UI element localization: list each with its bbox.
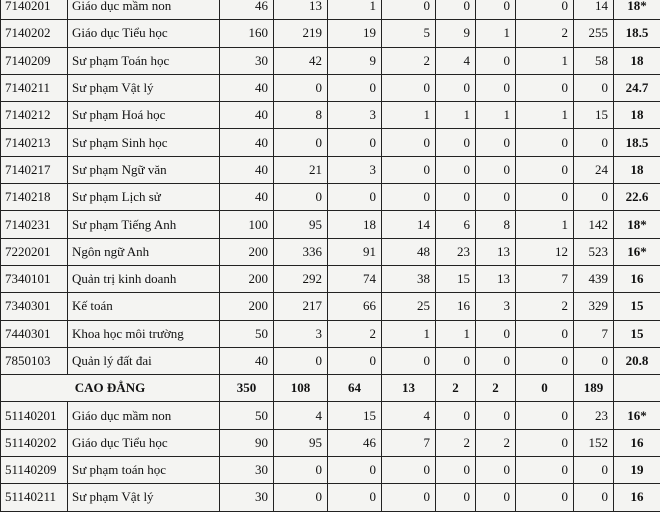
value-cell: 13 (476, 265, 516, 292)
value-cell: 200 (220, 265, 274, 292)
value-cell: 12 (516, 238, 574, 265)
value-cell: 15 (436, 265, 476, 292)
table-row (1, 347, 660, 374)
program-code-cell: 7140201 (1, 0, 68, 20)
value-cell: 0 (328, 184, 382, 211)
value-cell: 0 (328, 129, 382, 156)
value-cell: 0 (382, 347, 436, 374)
value-cell: 48 (382, 238, 436, 265)
value-cell: 3 (476, 293, 516, 320)
value-cell: 46 (220, 0, 274, 20)
program-name-cell: Giáo dục Tiểu học (68, 429, 220, 456)
value-cell: 0 (436, 184, 476, 211)
value-cell: 91 (328, 238, 382, 265)
value-cell: 0 (476, 184, 516, 211)
value-cell: 1 (382, 102, 436, 129)
program-code-cell: 7140202 (1, 20, 68, 47)
value-cell: 3 (274, 320, 328, 347)
value-cell: 255 (574, 20, 614, 47)
program-code-cell: 7140231 (1, 211, 68, 238)
value-cell: 4 (382, 402, 436, 429)
cutoff-score-cell: 20.8 (614, 347, 660, 374)
program-code-cell: 51140211 (1, 484, 68, 511)
value-cell: 2 (436, 429, 476, 456)
value-cell: 40 (220, 74, 274, 101)
program-name-cell: Giáo dục mầm non (68, 402, 220, 429)
table-row (1, 0, 660, 20)
program-name-cell: Sư phạm Hoá học (68, 102, 220, 129)
value-cell: 0 (274, 129, 328, 156)
program-name-cell: Giáo dục mầm non (68, 0, 220, 20)
value-cell: 1 (436, 102, 476, 129)
value-cell: 0 (476, 457, 516, 484)
value-cell: 0 (574, 484, 614, 511)
value-cell: 1 (328, 0, 382, 20)
value-cell: 40 (220, 184, 274, 211)
program-code-cell: 7140212 (1, 102, 68, 129)
value-cell: 66 (328, 293, 382, 320)
value-cell: 0 (476, 320, 516, 347)
value-cell: 0 (574, 347, 614, 374)
value-cell: 1 (516, 47, 574, 74)
value-cell: 0 (436, 156, 476, 183)
value-cell: 7 (382, 429, 436, 456)
value-cell: 40 (220, 347, 274, 374)
value-cell: 95 (274, 429, 328, 456)
section-value-cell: 0 (516, 375, 574, 402)
program-name-cell: Sư phạm Vật lý (68, 74, 220, 101)
value-cell: 7 (516, 265, 574, 292)
value-cell: 0 (476, 402, 516, 429)
value-cell: 9 (328, 47, 382, 74)
cutoff-score-cell: 18* (614, 0, 660, 20)
value-cell: 219 (274, 20, 328, 47)
program-name-cell: Kế toán (68, 293, 220, 320)
program-code-cell: 7140218 (1, 184, 68, 211)
cutoff-score-cell: 18.5 (614, 20, 660, 47)
program-name-cell: Sư phạm Toán học (68, 47, 220, 74)
value-cell: 217 (274, 293, 328, 320)
cutoff-score-cell: 18* (614, 211, 660, 238)
value-cell: 30 (220, 47, 274, 74)
program-code-cell: 7140209 (1, 47, 68, 74)
value-cell: 0 (382, 0, 436, 20)
table-row (1, 457, 660, 484)
value-cell: 0 (516, 457, 574, 484)
section-value-cell: 2 (476, 375, 516, 402)
table-row (1, 184, 660, 211)
value-cell: 200 (220, 293, 274, 320)
table-row (1, 484, 660, 511)
value-cell: 21 (274, 156, 328, 183)
value-cell: 0 (382, 457, 436, 484)
value-cell: 15 (574, 102, 614, 129)
value-cell: 0 (516, 0, 574, 20)
value-cell: 6 (436, 211, 476, 238)
program-code-cell: 7340301 (1, 293, 68, 320)
value-cell: 0 (436, 402, 476, 429)
cutoff-score-cell: 15 (614, 320, 660, 347)
table-row (1, 238, 660, 265)
value-cell: 4 (274, 402, 328, 429)
value-cell: 14 (382, 211, 436, 238)
value-cell: 0 (574, 129, 614, 156)
value-cell: 1 (436, 320, 476, 347)
value-cell: 0 (516, 156, 574, 183)
table-row (1, 211, 660, 238)
value-cell: 336 (274, 238, 328, 265)
value-cell: 1 (516, 211, 574, 238)
section-value-cell: 13 (382, 375, 436, 402)
value-cell: 0 (516, 402, 574, 429)
program-name-cell: Sư phạm Ngữ văn (68, 156, 220, 183)
table-row (1, 47, 660, 74)
program-name-cell: Sư phạm toán học (68, 457, 220, 484)
value-cell: 0 (574, 184, 614, 211)
value-cell: 0 (436, 484, 476, 511)
table-row (1, 429, 660, 456)
value-cell: 0 (274, 457, 328, 484)
value-cell: 0 (516, 484, 574, 511)
table-row (1, 320, 660, 347)
program-code-cell: 7140211 (1, 74, 68, 101)
value-cell: 0 (574, 74, 614, 101)
program-name-cell: Sư phạm Lịch sử (68, 184, 220, 211)
value-cell: 0 (382, 74, 436, 101)
table-row (1, 402, 660, 429)
value-cell: 24 (574, 156, 614, 183)
value-cell: 19 (328, 20, 382, 47)
value-cell: 439 (574, 265, 614, 292)
value-cell: 0 (328, 457, 382, 484)
value-cell: 0 (516, 347, 574, 374)
value-cell: 9 (436, 20, 476, 47)
value-cell: 50 (220, 402, 274, 429)
section-value-cell: 108 (274, 375, 328, 402)
section-value-cell: 2 (436, 375, 476, 402)
value-cell: 40 (220, 156, 274, 183)
cutoff-score-cell: 16 (614, 429, 660, 456)
value-cell: 0 (382, 484, 436, 511)
table-row (1, 265, 660, 292)
cutoff-score-cell: 18.5 (614, 129, 660, 156)
value-cell: 0 (382, 129, 436, 156)
value-cell: 0 (476, 47, 516, 74)
cutoff-score-cell: 16 (614, 265, 660, 292)
value-cell: 0 (328, 347, 382, 374)
value-cell: 0 (476, 0, 516, 20)
program-name-cell: Khoa học môi trường (68, 320, 220, 347)
value-cell: 0 (436, 347, 476, 374)
table-row (1, 156, 660, 183)
section-label-cell: CAO ĐẲNG (1, 375, 220, 402)
value-cell: 7 (574, 320, 614, 347)
program-name-cell: Sư phạm Tiếng Anh (68, 211, 220, 238)
value-cell: 1 (516, 102, 574, 129)
value-cell: 0 (476, 347, 516, 374)
value-cell: 152 (574, 429, 614, 456)
value-cell: 38 (382, 265, 436, 292)
section-value-cell: 189 (574, 375, 614, 402)
value-cell: 2 (328, 320, 382, 347)
program-code-cell: 51140209 (1, 457, 68, 484)
value-cell: 0 (274, 184, 328, 211)
value-cell: 0 (476, 74, 516, 101)
value-cell: 0 (274, 347, 328, 374)
value-cell: 40 (220, 102, 274, 129)
cutoff-score-cell: 16 (614, 484, 660, 511)
value-cell: 0 (274, 484, 328, 511)
value-cell: 292 (274, 265, 328, 292)
table-row (1, 20, 660, 47)
value-cell: 58 (574, 47, 614, 74)
cutoff-score-cell: 18 (614, 156, 660, 183)
value-cell: 30 (220, 484, 274, 511)
value-cell: 15 (328, 402, 382, 429)
value-cell: 3 (328, 102, 382, 129)
cutoff-score-cell: 22.6 (614, 184, 660, 211)
program-code-cell: 7340101 (1, 265, 68, 292)
value-cell: 1 (382, 320, 436, 347)
value-cell: 2 (516, 293, 574, 320)
cutoff-score-cell: 16* (614, 238, 660, 265)
program-code-cell: 51140201 (1, 402, 68, 429)
value-cell: 0 (382, 156, 436, 183)
value-cell: 23 (436, 238, 476, 265)
value-cell: 40 (220, 129, 274, 156)
program-name-cell: Sư phạm Sinh học (68, 129, 220, 156)
value-cell: 0 (436, 457, 476, 484)
value-cell: 95 (274, 211, 328, 238)
value-cell: 0 (328, 74, 382, 101)
value-cell: 0 (516, 429, 574, 456)
program-name-cell: Quản lý đất đai (68, 347, 220, 374)
value-cell: 1 (476, 102, 516, 129)
table-row (1, 74, 660, 101)
value-cell: 160 (220, 20, 274, 47)
cutoff-score-cell: 19 (614, 457, 660, 484)
value-cell: 8 (274, 102, 328, 129)
value-cell: 50 (220, 320, 274, 347)
value-cell: 90 (220, 429, 274, 456)
value-cell: 16 (436, 293, 476, 320)
value-cell: 2 (476, 429, 516, 456)
value-cell: 25 (382, 293, 436, 320)
program-code-cell: 7850103 (1, 347, 68, 374)
value-cell: 14 (574, 0, 614, 20)
value-cell: 523 (574, 238, 614, 265)
value-cell: 0 (328, 484, 382, 511)
section-score-cell (614, 375, 660, 402)
value-cell: 0 (274, 74, 328, 101)
program-name-cell: Quản trị kinh doanh (68, 265, 220, 292)
value-cell: 3 (328, 156, 382, 183)
value-cell: 4 (436, 47, 476, 74)
value-cell: 0 (436, 129, 476, 156)
section-value-cell: 350 (220, 375, 274, 402)
value-cell: 329 (574, 293, 614, 320)
table-body (1, 0, 660, 511)
program-name-cell: Sư phạm Vật lý (68, 484, 220, 511)
value-cell: 1 (476, 20, 516, 47)
program-code-cell: 7440301 (1, 320, 68, 347)
value-cell: 0 (516, 320, 574, 347)
cutoff-score-cell: 24.7 (614, 74, 660, 101)
value-cell: 18 (328, 211, 382, 238)
value-cell: 100 (220, 211, 274, 238)
table-row (1, 102, 660, 129)
value-cell: 0 (476, 129, 516, 156)
value-cell: 23 (574, 402, 614, 429)
section-value-cell: 64 (328, 375, 382, 402)
program-name-cell: Ngôn ngữ Anh (68, 238, 220, 265)
value-cell: 142 (574, 211, 614, 238)
value-cell: 2 (516, 20, 574, 47)
value-cell: 30 (220, 457, 274, 484)
program-name-cell: Giáo dục Tiểu học (68, 20, 220, 47)
value-cell: 0 (436, 74, 476, 101)
value-cell: 0 (476, 484, 516, 511)
value-cell: 200 (220, 238, 274, 265)
program-code-cell: 7140213 (1, 129, 68, 156)
value-cell: 42 (274, 47, 328, 74)
value-cell: 0 (516, 74, 574, 101)
cutoff-score-cell: 18 (614, 102, 660, 129)
table-row (1, 129, 660, 156)
table-row (1, 293, 660, 320)
value-cell: 0 (574, 457, 614, 484)
value-cell: 0 (476, 156, 516, 183)
value-cell: 0 (516, 184, 574, 211)
cutoff-score-cell: 18 (614, 47, 660, 74)
value-cell: 0 (516, 129, 574, 156)
value-cell: 74 (328, 265, 382, 292)
section-row-cao-dang (1, 375, 660, 402)
value-cell: 13 (476, 238, 516, 265)
cutoff-score-cell: 16* (614, 402, 660, 429)
value-cell: 0 (382, 184, 436, 211)
program-code-cell: 51140202 (1, 429, 68, 456)
cutoff-score-cell: 15 (614, 293, 660, 320)
value-cell: 2 (382, 47, 436, 74)
value-cell: 13 (274, 0, 328, 20)
value-cell: 5 (382, 20, 436, 47)
value-cell: 0 (436, 0, 476, 20)
value-cell: 8 (476, 211, 516, 238)
value-cell: 46 (328, 429, 382, 456)
program-code-cell: 7220201 (1, 238, 68, 265)
program-code-cell: 7140217 (1, 156, 68, 183)
